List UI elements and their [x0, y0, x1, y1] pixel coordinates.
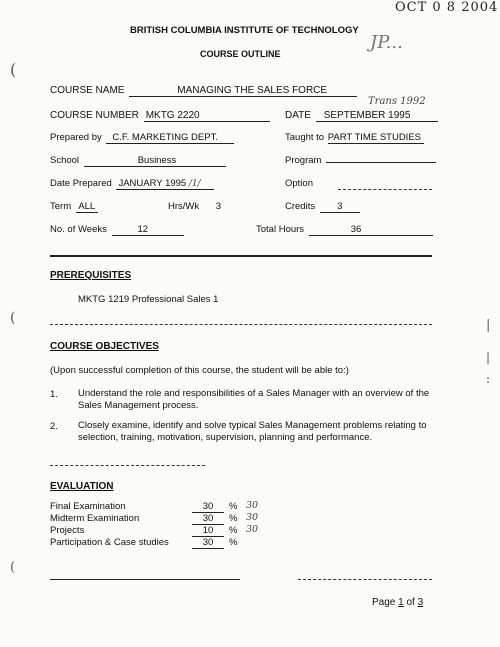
- option-row: [285, 178, 313, 189]
- document-title: COURSE OUTLINE: [200, 49, 281, 59]
- handwritten-check: 30: [246, 524, 259, 535]
- objective-1-number: 1.: [50, 389, 58, 400]
- objective-2-number: 2.: [50, 421, 58, 432]
- right-edge-mark: |: [486, 318, 491, 333]
- program-label: Program: [285, 155, 322, 166]
- evaluation-label: Final Examination: [50, 501, 126, 512]
- taught-to-row: [285, 132, 424, 144]
- evaluation-value: 30: [192, 513, 224, 525]
- term-value: ALL: [78, 201, 96, 212]
- handwritten-check: 30: [246, 512, 259, 523]
- option-label: Option: [285, 178, 313, 189]
- term-label: Term: [50, 201, 72, 212]
- percent-sign: %: [229, 513, 238, 524]
- weeks-row: [50, 224, 184, 236]
- term-row: [50, 201, 98, 213]
- percent-sign: %: [229, 537, 238, 548]
- evaluation-value: 30: [192, 501, 224, 513]
- percent-sign: %: [229, 501, 238, 512]
- prerequisites-dash-line: [50, 324, 432, 325]
- date-handwritten-note: Trans 1992: [368, 96, 426, 107]
- date-prepared-note: /1/: [188, 179, 201, 189]
- evaluation-label: Projects: [50, 525, 85, 536]
- percent-sign: %: [229, 525, 238, 536]
- objective-1-text: Understand the role and responsibilities of a Sales Manager with an overview of the Sales Management process.: [78, 388, 430, 411]
- margin-mark-2: (: [10, 310, 16, 326]
- date-value: SEPTEMBER 1995: [323, 110, 411, 121]
- evaluation-label: Participation & Case studies: [50, 537, 169, 548]
- course-name-row: [50, 85, 357, 97]
- right-edge-mark: :: [486, 372, 491, 386]
- date-prepared-row: [50, 178, 214, 190]
- course-number-label: COURSE NUMBER: [50, 110, 139, 121]
- program-row: [285, 155, 436, 166]
- objectives-dash-line: [50, 465, 205, 466]
- course-name-label: COURSE NAME: [50, 85, 125, 96]
- evaluation-divider-right: [298, 579, 432, 580]
- margin-mark-3: (: [10, 560, 16, 575]
- course-name-value: MANAGING THE SALES FORCE: [177, 85, 328, 96]
- hrs-wk-value: 3: [215, 201, 222, 212]
- credits-row: [285, 201, 360, 213]
- handwritten-signature: JP...: [370, 32, 403, 53]
- evaluation-divider-left: [50, 579, 240, 580]
- total-hours-row: [256, 224, 433, 236]
- option-dash-line: [338, 189, 432, 190]
- date-prepared-label: Date Prepared: [50, 178, 112, 189]
- evaluation-heading: EVALUATION: [50, 481, 114, 492]
- received-date-stamp: OCT 0 8 2004: [395, 0, 499, 15]
- weeks-label: No. of Weeks: [50, 224, 107, 235]
- prerequisites-text: MKTG 1219 Professional Sales 1: [78, 294, 219, 305]
- hrs-wk-row: [168, 201, 221, 212]
- page-current: 1: [398, 597, 404, 608]
- course-number-row: [50, 110, 270, 122]
- date-label: DATE: [285, 110, 311, 121]
- evaluation-value: 30: [192, 537, 224, 549]
- page-total: 3: [417, 597, 424, 608]
- taught-to-label: Taught to: [285, 132, 325, 143]
- page-label: Page: [372, 597, 396, 608]
- prepared-by-value: C.F. MARKETING DEPT.: [112, 132, 218, 143]
- objectives-intro: (Upon successful completion of this course, the student will be able to:): [50, 365, 349, 376]
- prepared-by-row: [50, 132, 234, 144]
- section-divider-top: [50, 255, 432, 257]
- hrs-wk-label: Hrs/Wk: [168, 201, 200, 212]
- page-of-label: of: [406, 597, 415, 608]
- right-edge-mark: |: [486, 350, 491, 364]
- total-hours-label: Total Hours: [256, 224, 305, 235]
- total-hours-value: 36: [350, 224, 362, 235]
- credits-label: Credits: [285, 201, 316, 212]
- prerequisites-heading: PREREQUISITES: [50, 270, 132, 281]
- institution-name: BRITISH COLUMBIA INSTITUTE OF TECHNOLOGY: [130, 25, 359, 36]
- evaluation-label: Midterm Examination: [50, 513, 140, 524]
- credits-value: 3: [337, 201, 343, 212]
- course-number-value: MKTG 2220: [145, 110, 200, 121]
- date-prepared-value: JANUARY 1995: [118, 178, 187, 189]
- margin-mark-1: (: [10, 60, 17, 79]
- prepared-by-label: Prepared by: [50, 132, 102, 143]
- date-row: [285, 110, 438, 122]
- evaluation-value: 10: [192, 525, 224, 537]
- objective-2-text: Closely examine, identify and solve typical Sales Management problems relating to selection, training, motivation, supervision, planning and performance.: [78, 420, 427, 443]
- school-value: Business: [137, 155, 177, 166]
- page-number: [372, 597, 423, 608]
- handwritten-check: 30: [246, 500, 259, 511]
- taught-to-value: PART TIME STUDIES: [327, 132, 421, 143]
- weeks-value: 12: [137, 224, 149, 235]
- school-label: School: [50, 155, 80, 166]
- objectives-heading: COURSE OBJECTIVES: [50, 341, 159, 352]
- school-row: [50, 155, 226, 167]
